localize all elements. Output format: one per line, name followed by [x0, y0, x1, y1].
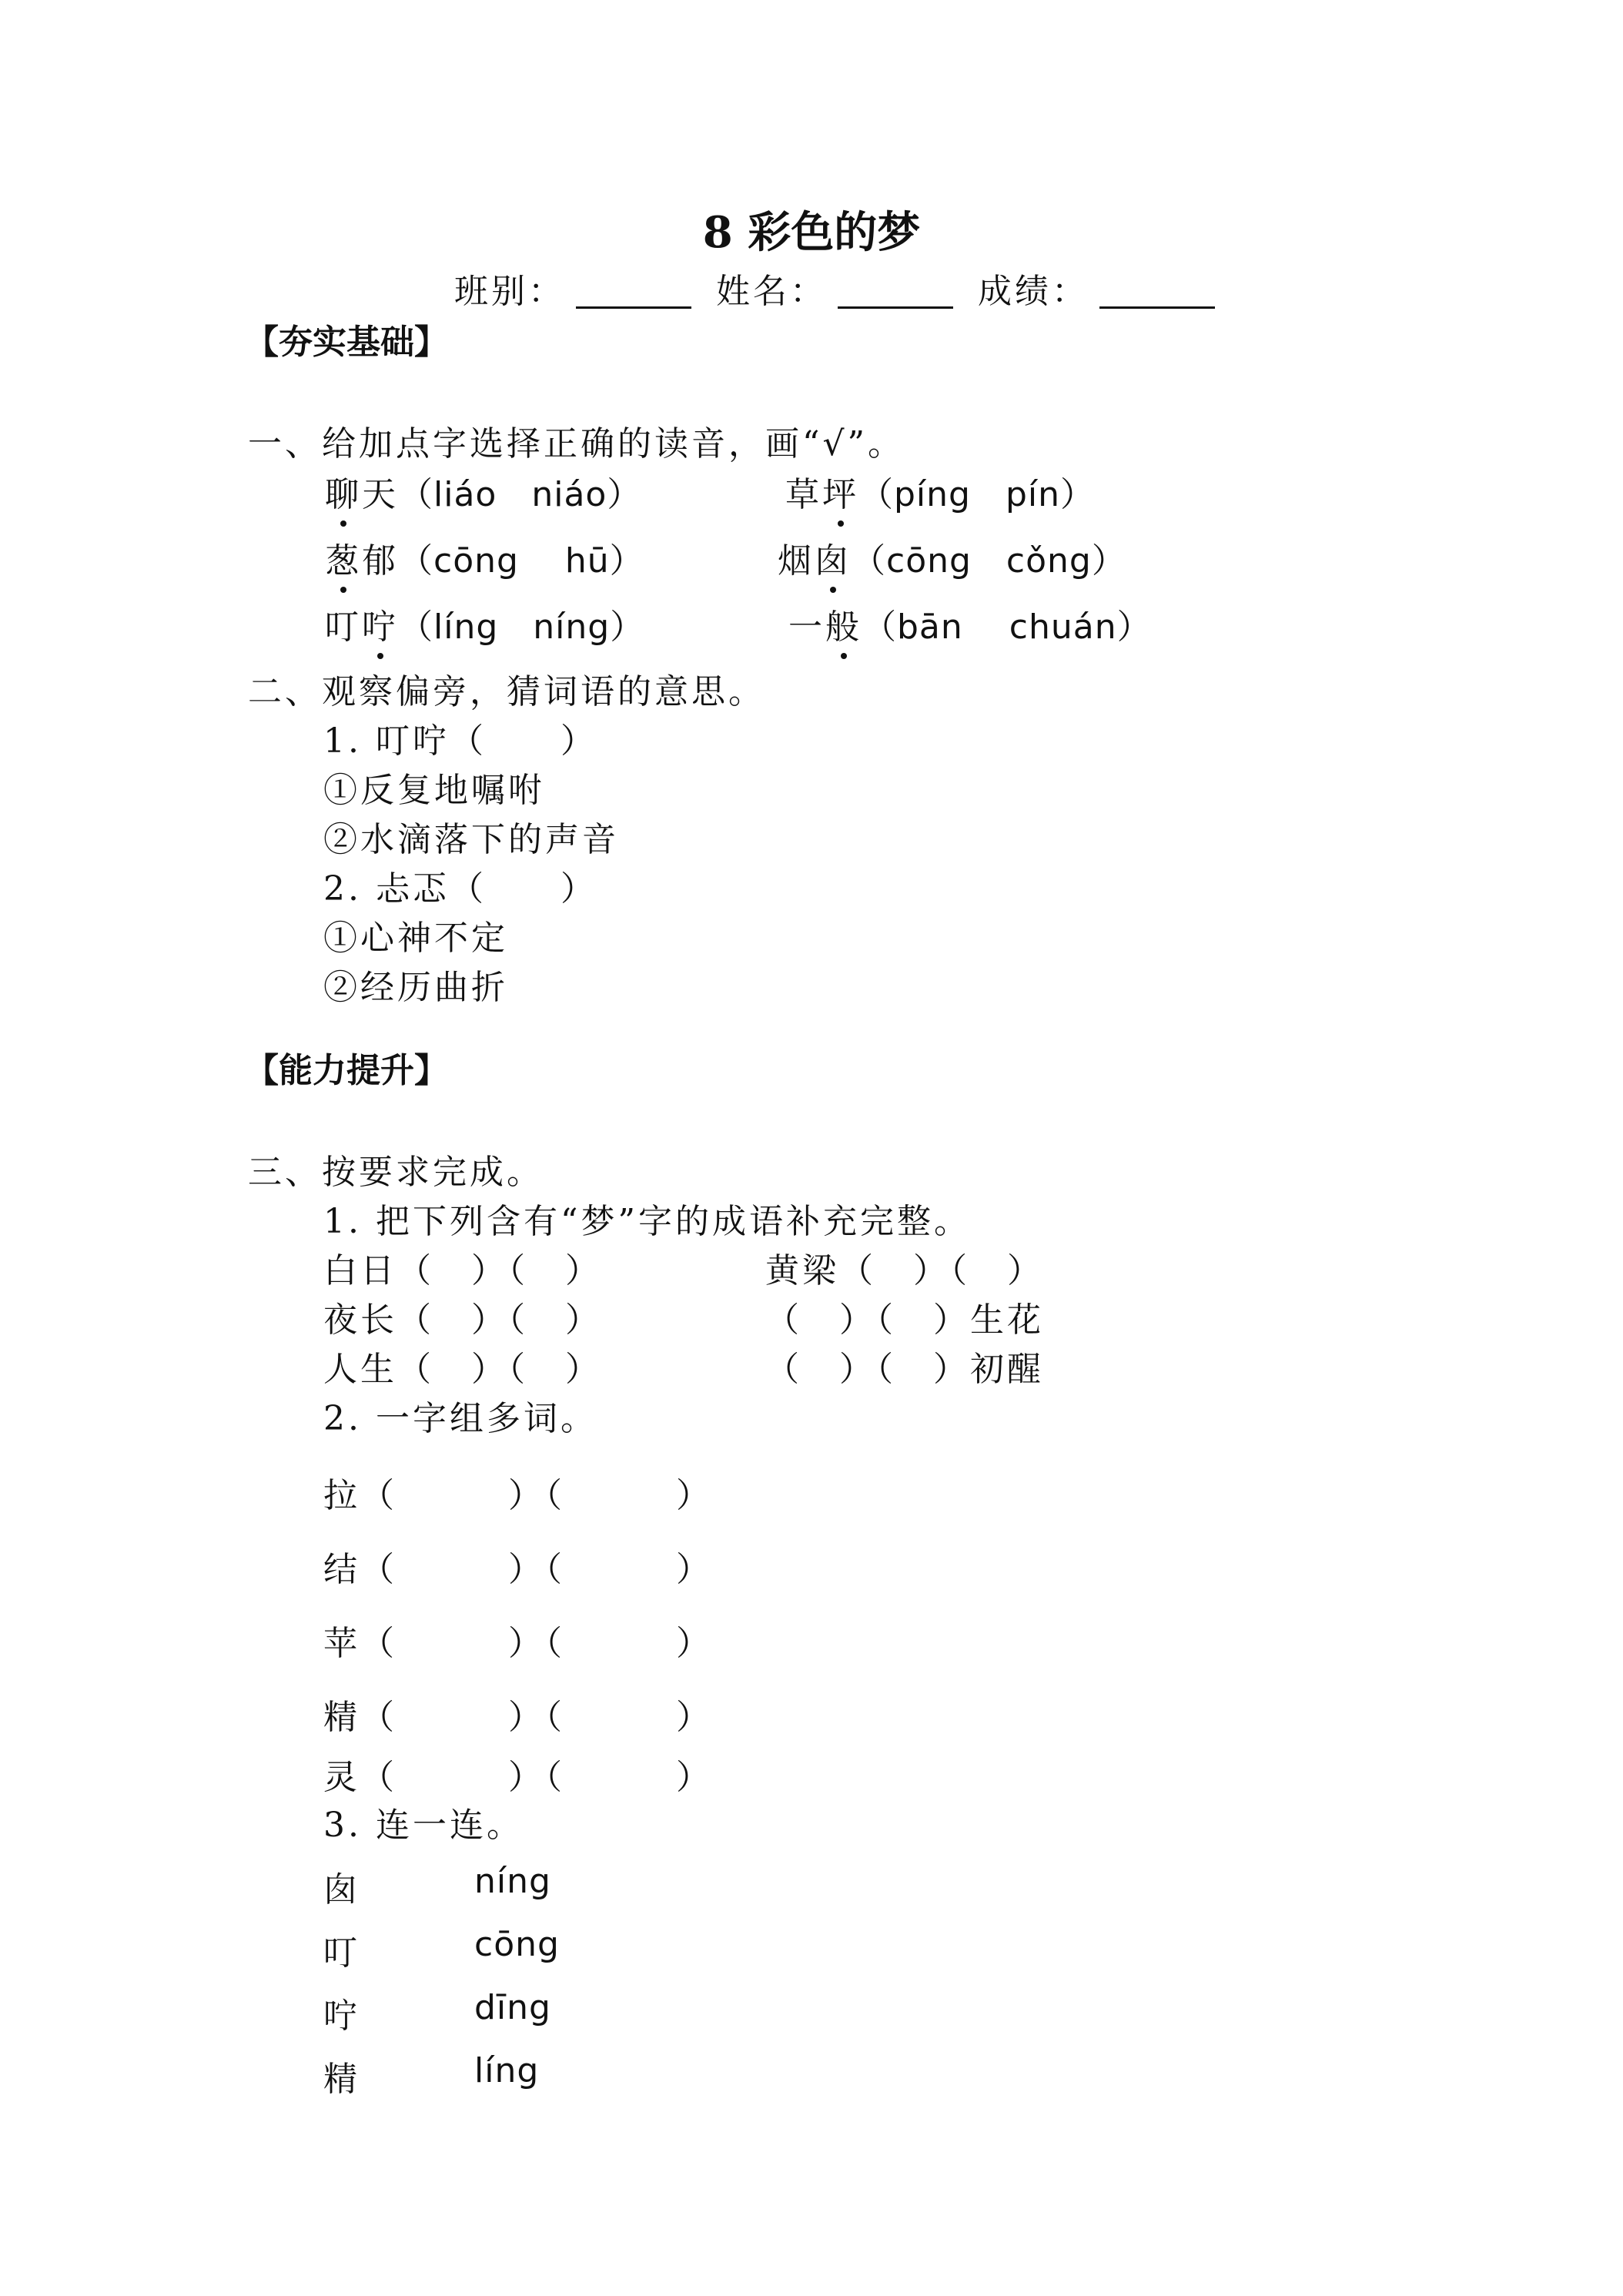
dotted-char: 囱: [815, 533, 852, 582]
idiom-right[interactable]: 黄梁（ ）（ ）: [765, 1251, 1044, 1290]
pinyin-options[interactable]: （píng pín）: [859, 475, 1096, 514]
q3-sub3-title: 3. 连一连。: [323, 1806, 524, 1845]
word-group-row: [323, 1749, 713, 1799]
q2-line: 1. 叮咛（ ）: [323, 721, 597, 761]
match-char[interactable]: 叮: [323, 1933, 360, 1973]
q1-item-1: 聊天（liáo niáo）: [325, 467, 641, 516]
q1-item-4: 烟囱（cōng cǒng）: [778, 533, 1126, 582]
match-pinyin[interactable]: dīng: [474, 1988, 551, 2027]
pinyin-options[interactable]: （bān chuán）: [862, 607, 1152, 647]
q1-item-6: 一般（bān chuán）: [788, 599, 1152, 648]
class-field[interactable]: [576, 276, 691, 309]
question-3-prompt: 三、按要求完成。: [248, 1153, 544, 1192]
word-group-row: [323, 1689, 713, 1739]
match-pinyin[interactable]: níng: [474, 1862, 551, 1901]
pinyin-options[interactable]: （cōng hū）: [399, 541, 644, 581]
idiom-left[interactable]: 白日（ ）（ ）: [323, 1251, 602, 1290]
q1-item-3: 葱郁（cōng hū）: [325, 533, 644, 582]
pinyin-options[interactable]: （líng níng）: [399, 607, 645, 647]
word-group-blanks[interactable]: （ ）（ ）: [360, 1698, 713, 1737]
section-heading-basics: 【夯实基础】: [245, 323, 448, 362]
dotted-char: 坪: [822, 467, 859, 516]
word-group-blanks[interactable]: （ ）（ ）: [360, 1758, 713, 1797]
word-group-row: [323, 1541, 713, 1591]
q1-item-2: 草坪（píng pín）: [785, 467, 1095, 516]
idiom-left[interactable]: 人生（ ）（ ）: [323, 1350, 602, 1389]
section-heading-ability: 【能力提升】: [245, 1051, 448, 1090]
question-2-prompt: 二、观察偏旁，猜词语的意思。: [248, 672, 765, 711]
question-1-prompt: 一、给加点字选择正确的读音，画“√”。: [248, 424, 905, 464]
pinyin-options[interactable]: （liáo niáo）: [399, 475, 642, 514]
dotted-char: 咛: [362, 599, 399, 648]
name-field[interactable]: [838, 276, 953, 309]
q3-sub2-title: 2. 一字组多词。: [323, 1399, 597, 1438]
q2-line[interactable]: ①反复地嘱咐: [323, 771, 545, 810]
word-group-char: 结: [323, 1550, 360, 1589]
q2-line[interactable]: ①心神不定: [323, 919, 508, 958]
q2-line[interactable]: ②水滴落下的声音: [323, 820, 619, 859]
word-group-char: 灵: [323, 1758, 360, 1797]
dotted-char: 般: [825, 599, 862, 648]
word-group-char: 精: [323, 1698, 360, 1737]
pinyin-options[interactable]: （cōng cǒng）: [852, 541, 1126, 581]
match-char[interactable]: 精: [323, 2060, 360, 2099]
q2-line[interactable]: ②经历曲折: [323, 968, 508, 1007]
q2-line: 2. 忐忑（ ）: [323, 869, 597, 909]
dotted-char: 葱: [325, 533, 362, 582]
match-char[interactable]: 囱: [323, 1870, 360, 1909]
dotted-char: 聊: [325, 467, 362, 516]
match-char[interactable]: 咛: [323, 1996, 360, 2036]
idiom-right[interactable]: （ ）（ ）生花: [765, 1300, 1044, 1340]
score-field[interactable]: [1099, 276, 1215, 309]
word-group-row: [323, 1615, 713, 1665]
word-group-row: [323, 1468, 713, 1517]
page-title: 8 彩色的梦: [702, 207, 921, 258]
match-pinyin[interactable]: líng: [474, 2051, 540, 2090]
word-group-char: 拉: [323, 1476, 360, 1515]
score-label: 成绩：: [978, 272, 1089, 311]
student-info-line: [454, 263, 1226, 313]
idiom-right[interactable]: （ ）（ ）初醒: [765, 1350, 1044, 1389]
name-label: 姓名：: [716, 272, 827, 311]
q3-sub1-title: 1. 把下列含有“梦”字的成语补充完整。: [323, 1202, 971, 1241]
word-group-blanks[interactable]: （ ）（ ）: [360, 1476, 713, 1515]
class-label: 班别：: [454, 272, 565, 311]
q1-item-5: 叮咛（líng níng）: [325, 599, 644, 648]
word-group-char: 苹: [323, 1624, 360, 1663]
match-pinyin[interactable]: cōng: [474, 1925, 560, 1964]
word-group-blanks[interactable]: （ ）（ ）: [360, 1550, 713, 1589]
idiom-left[interactable]: 夜长（ ）（ ）: [323, 1300, 602, 1340]
word-group-blanks[interactable]: （ ）（ ）: [360, 1624, 713, 1663]
